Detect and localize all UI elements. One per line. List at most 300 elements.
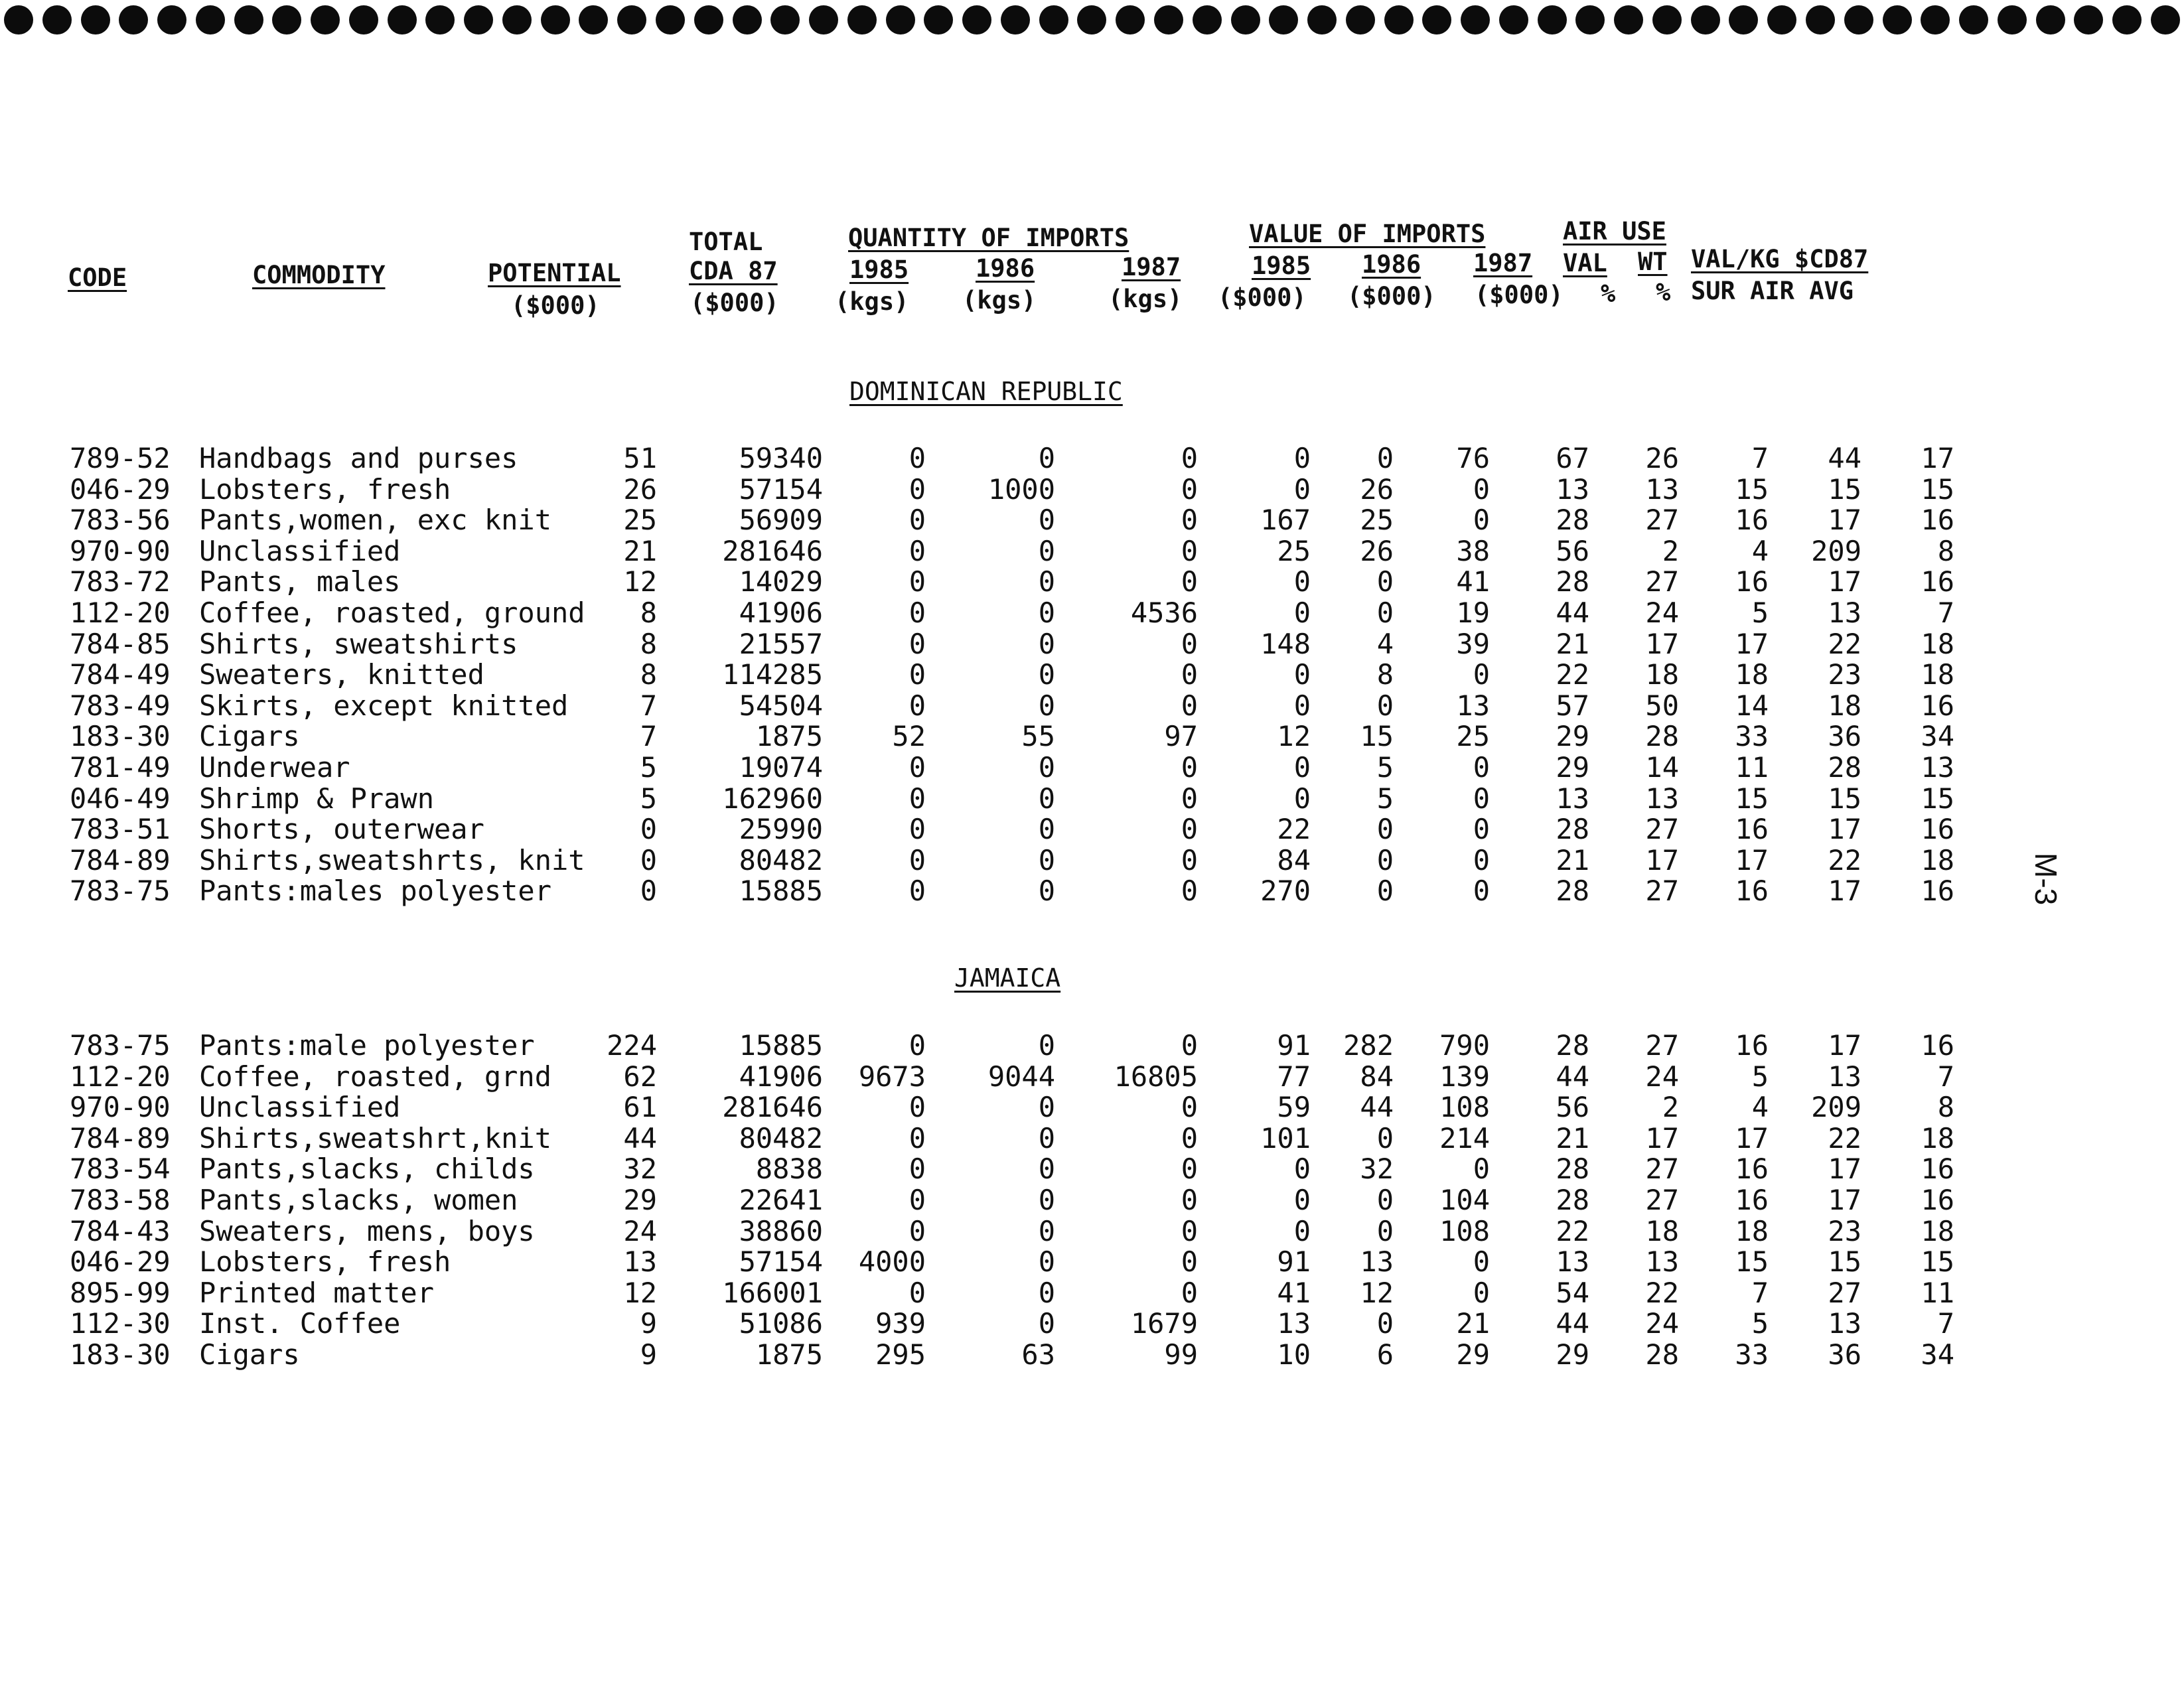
- cell-val-1986: 84: [1360, 1060, 1394, 1093]
- cell-qty-1985: 939: [875, 1307, 926, 1340]
- binder-hole: [1921, 5, 1950, 35]
- cell-commodity: Unclassified: [199, 534, 401, 567]
- cell-commodity: Pants, males: [199, 565, 401, 598]
- cell-air-wt-pct: 24: [1645, 1060, 1679, 1093]
- cell-commodity: Coffee, roasted, ground: [199, 596, 585, 629]
- cell-air-val-pct: 28: [1556, 875, 1589, 908]
- cell-val-1986: 5: [1376, 782, 1394, 815]
- binder-hole: [2074, 5, 2103, 35]
- cell-code: 112-20: [70, 596, 171, 629]
- cell-cda-87: 19074: [739, 751, 823, 784]
- binder-hole: [1154, 5, 1183, 35]
- table-row: [0, 567, 2184, 597]
- binder-hole: [502, 5, 532, 35]
- cell-code: 895-99: [70, 1276, 171, 1309]
- cell-air-val-pct: 22: [1556, 658, 1589, 691]
- cell-qty-1985: 0: [909, 504, 926, 537]
- binder-hole: [1998, 5, 2027, 35]
- cell-code: 970-90: [70, 1091, 171, 1124]
- cell-qty-1986: 0: [1038, 1245, 1055, 1279]
- binder-hole: [1729, 5, 1758, 35]
- cell-qty-1986: 0: [1038, 1029, 1055, 1062]
- binder-hole: [541, 5, 570, 35]
- cell-val-1987: 139: [1439, 1060, 1490, 1093]
- cell-cda-87: 14029: [739, 565, 823, 598]
- cell-val-1985: 59: [1277, 1091, 1311, 1124]
- cell-valkg-air: 36: [1828, 1338, 1861, 1371]
- cell-air-val-pct: 13: [1556, 782, 1589, 815]
- cell-cda-87: 25990: [739, 813, 823, 846]
- cell-qty-1985: 0: [909, 1184, 926, 1216]
- cell-commodity: Lobsters, fresh: [199, 472, 451, 506]
- cell-val-1987: 38: [1456, 534, 1490, 567]
- cell-valkg-air: 13: [1828, 596, 1861, 629]
- cell-valkg-avg: 15: [1921, 782, 1954, 815]
- cell-valkg-sur: 11: [1735, 751, 1769, 784]
- cell-qty-1986: 0: [1038, 1091, 1055, 1124]
- binder-hole: [1538, 5, 1567, 35]
- cell-valkg-air: 13: [1828, 1060, 1861, 1093]
- binder-hole: [1883, 5, 1912, 35]
- cell-code: 046-29: [70, 472, 171, 506]
- header-air-wt: WT: [1638, 247, 1668, 276]
- header-qty-1985-unit: (kgs): [835, 287, 909, 316]
- cell-valkg-air: 28: [1828, 751, 1861, 784]
- cell-valkg-sur: 18: [1735, 658, 1769, 691]
- cell-valkg-air: 17: [1828, 875, 1861, 908]
- header-qty-1987: 1987: [1122, 253, 1181, 281]
- cell-potential: 8: [640, 627, 657, 660]
- cell-val-1985: 0: [1293, 472, 1311, 506]
- binder-hole: [272, 5, 301, 35]
- header-code: CODE: [68, 263, 127, 292]
- binder-hole: [617, 5, 646, 35]
- cell-qty-1986: 0: [1038, 813, 1055, 846]
- cell-air-wt-pct: 27: [1645, 1153, 1679, 1186]
- binder-hole: [196, 5, 225, 35]
- cell-val-1986: 32: [1360, 1153, 1394, 1186]
- binder-hole: [1806, 5, 1835, 35]
- header-potential-unit: ($000): [511, 291, 600, 320]
- cell-val-1987: 13: [1456, 689, 1490, 722]
- cell-valkg-avg: 18: [1921, 1121, 1954, 1155]
- cell-qty-1987: 0: [1181, 813, 1198, 846]
- cell-qty-1985: 0: [909, 442, 926, 474]
- binder-hole: [119, 5, 148, 35]
- cell-air-wt-pct: 27: [1645, 504, 1679, 537]
- cell-qty-1987: 0: [1181, 875, 1198, 908]
- cell-commodity: Inst. Coffee: [199, 1307, 401, 1340]
- cell-potential: 12: [623, 565, 657, 598]
- cell-valkg-sur: 16: [1735, 1029, 1769, 1062]
- cell-valkg-avg: 15: [1921, 472, 1954, 506]
- cell-qty-1986: 0: [1038, 442, 1055, 474]
- cell-val-1986: 8: [1376, 658, 1394, 691]
- cell-commodity: Pants:male polyester: [199, 1029, 535, 1062]
- cell-qty-1987: 0: [1181, 1121, 1198, 1155]
- cell-val-1985: 41: [1277, 1276, 1311, 1309]
- cell-valkg-air: 22: [1828, 1121, 1861, 1155]
- cell-commodity: Coffee, roasted, grnd: [199, 1060, 552, 1093]
- cell-val-1987: 76: [1456, 442, 1490, 474]
- cell-potential: 24: [623, 1214, 657, 1247]
- cell-cda-87: 22641: [739, 1184, 823, 1216]
- binder-hole: [1691, 5, 1720, 35]
- header-quantity-group: QUANTITY OF IMPORTS: [848, 224, 1129, 252]
- cell-valkg-air: 23: [1828, 658, 1861, 691]
- cell-qty-1987: 0: [1181, 627, 1198, 660]
- header-qty-1986-unit: (kgs): [962, 286, 1037, 315]
- cell-air-val-pct: 29: [1556, 1338, 1589, 1371]
- cell-code: 784-89: [70, 1121, 171, 1155]
- cell-air-val-pct: 28: [1556, 1029, 1589, 1062]
- header-air-use: AIR USE: [1563, 217, 1666, 246]
- header-val-1985-unit: ($000): [1218, 283, 1307, 312]
- cell-qty-1987: 0: [1181, 504, 1198, 537]
- binder-hole: [42, 5, 72, 35]
- header-val-1986-unit: ($000): [1347, 282, 1436, 311]
- cell-qty-1986: 0: [1038, 1153, 1055, 1186]
- cell-air-wt-pct: 13: [1645, 472, 1679, 506]
- cell-val-1985: 77: [1277, 1060, 1311, 1093]
- cell-val-1985: 0: [1293, 1153, 1311, 1186]
- table-row: [0, 536, 2184, 567]
- cell-qty-1985: 0: [909, 596, 926, 629]
- cell-val-1986: 0: [1376, 1184, 1394, 1216]
- cell-air-wt-pct: 24: [1645, 596, 1679, 629]
- cell-air-val-pct: 22: [1556, 1214, 1589, 1247]
- cell-code: 784-43: [70, 1214, 171, 1247]
- cell-air-val-pct: 28: [1556, 504, 1589, 537]
- cell-cda-87: 57154: [739, 1245, 823, 1279]
- cell-qty-1987: 97: [1164, 720, 1198, 753]
- cell-valkg-avg: 16: [1921, 504, 1954, 537]
- cell-qty-1987: 0: [1181, 1276, 1198, 1309]
- cell-valkg-avg: 34: [1921, 720, 1954, 753]
- cell-potential: 5: [640, 751, 657, 784]
- cell-valkg-avg: 16: [1921, 1184, 1954, 1216]
- cell-cda-87: 8838: [755, 1153, 823, 1186]
- cell-air-wt-pct: 13: [1645, 782, 1679, 815]
- cell-qty-1985: 4000: [858, 1245, 926, 1279]
- table-row: [0, 505, 2184, 535]
- table-row: [0, 721, 2184, 752]
- cell-valkg-avg: 7: [1937, 1060, 1954, 1093]
- cell-potential: 7: [640, 689, 657, 722]
- binder-hole: [2151, 5, 2180, 35]
- cell-qty-1985: 0: [909, 782, 926, 815]
- cell-code: 970-90: [70, 534, 171, 567]
- cell-val-1986: 0: [1376, 1121, 1394, 1155]
- cell-valkg-sur: 15: [1735, 1245, 1769, 1279]
- binder-hole: [2036, 5, 2065, 35]
- cell-valkg-air: 15: [1828, 782, 1861, 815]
- cell-qty-1987: 0: [1181, 1184, 1198, 1216]
- cell-qty-1986: 0: [1038, 1276, 1055, 1309]
- cell-cda-87: 166001: [722, 1276, 823, 1309]
- cell-code: 783-75: [70, 1029, 171, 1062]
- cell-valkg-avg: 16: [1921, 1153, 1954, 1186]
- cell-valkg-air: 209: [1811, 1091, 1861, 1124]
- cell-commodity: Pants,women, exc knit: [199, 504, 552, 537]
- table-row: [0, 1308, 2184, 1339]
- cell-potential: 0: [640, 813, 657, 846]
- cell-air-val-pct: 57: [1556, 689, 1589, 722]
- cell-valkg-avg: 18: [1921, 843, 1954, 877]
- cell-val-1986: 13: [1360, 1245, 1394, 1279]
- cell-code: 784-89: [70, 843, 171, 877]
- cell-air-val-pct: 13: [1556, 472, 1589, 506]
- binder-hole: [311, 5, 340, 35]
- cell-valkg-sur: 16: [1735, 565, 1769, 598]
- cell-commodity: Sweaters, mens, boys: [199, 1214, 535, 1247]
- cell-code: 789-52: [70, 442, 171, 474]
- cell-valkg-sur: 16: [1735, 875, 1769, 908]
- binder-hole: [1001, 5, 1030, 35]
- cell-valkg-avg: 18: [1921, 627, 1954, 660]
- binder-hole: [1193, 5, 1222, 35]
- cell-valkg-avg: 16: [1921, 565, 1954, 598]
- cell-valkg-sur: 17: [1735, 843, 1769, 877]
- table-row: [0, 752, 2184, 783]
- cell-code: 783-51: [70, 813, 171, 846]
- cell-qty-1987: 99: [1164, 1338, 1198, 1371]
- binder-hole: [847, 5, 877, 35]
- binder-hole: [886, 5, 915, 35]
- cell-val-1987: 0: [1473, 504, 1490, 537]
- cell-valkg-air: 36: [1828, 720, 1861, 753]
- cell-qty-1987: 0: [1181, 534, 1198, 567]
- cell-valkg-avg: 16: [1921, 1029, 1954, 1062]
- cell-air-val-pct: 44: [1556, 1060, 1589, 1093]
- cell-code: 183-30: [70, 1338, 171, 1371]
- cell-potential: 26: [623, 472, 657, 506]
- cell-val-1985: 270: [1260, 875, 1311, 908]
- cell-potential: 13: [623, 1245, 657, 1279]
- cell-valkg-avg: 15: [1921, 1245, 1954, 1279]
- header-air-val: VAL: [1563, 249, 1607, 277]
- cell-valkg-avg: 16: [1921, 689, 1954, 722]
- cell-air-val-pct: 29: [1556, 751, 1589, 784]
- cell-val-1986: 4: [1376, 627, 1394, 660]
- cell-qty-1985: 0: [909, 658, 926, 691]
- cell-val-1985: 0: [1293, 658, 1311, 691]
- cell-valkg-air: 18: [1828, 689, 1861, 722]
- cell-qty-1987: 0: [1181, 843, 1198, 877]
- cell-air-val-pct: 28: [1556, 1153, 1589, 1186]
- table-row: [0, 660, 2184, 690]
- cell-val-1987: 0: [1473, 1245, 1490, 1279]
- cell-valkg-avg: 8: [1937, 1091, 1954, 1124]
- cell-valkg-avg: 17: [1921, 442, 1954, 474]
- cell-val-1985: 91: [1277, 1245, 1311, 1279]
- cell-qty-1986: 0: [1038, 627, 1055, 660]
- cell-val-1987: 104: [1439, 1184, 1490, 1216]
- cell-qty-1986: 0: [1038, 596, 1055, 629]
- cell-cda-87: 51086: [739, 1307, 823, 1340]
- cell-valkg-sur: 16: [1735, 813, 1769, 846]
- cell-valkg-sur: 5: [1751, 596, 1769, 629]
- cell-qty-1985: 0: [909, 1091, 926, 1124]
- cell-valkg-avg: 7: [1937, 1307, 1954, 1340]
- cell-val-1987: 108: [1439, 1214, 1490, 1247]
- cell-val-1985: 0: [1293, 751, 1311, 784]
- table-row: [0, 1216, 2184, 1247]
- cell-air-val-pct: 44: [1556, 1307, 1589, 1340]
- cell-potential: 21: [623, 534, 657, 567]
- cell-qty-1986: 0: [1038, 689, 1055, 722]
- cell-air-wt-pct: 17: [1645, 627, 1679, 660]
- cell-code: 112-30: [70, 1307, 171, 1340]
- cell-air-wt-pct: 28: [1645, 1338, 1679, 1371]
- cell-val-1986: 0: [1376, 875, 1394, 908]
- cell-qty-1987: 16805: [1114, 1060, 1198, 1093]
- cell-val-1987: 214: [1439, 1121, 1490, 1155]
- cell-potential: 9: [640, 1307, 657, 1340]
- cell-potential: 7: [640, 720, 657, 753]
- cell-qty-1985: 0: [909, 1121, 926, 1155]
- binder-hole: [81, 5, 110, 35]
- cell-air-val-pct: 54: [1556, 1276, 1589, 1309]
- table-row: [0, 1185, 2184, 1216]
- cell-code: 783-75: [70, 875, 171, 908]
- cell-val-1987: 0: [1473, 813, 1490, 846]
- cell-valkg-air: 209: [1811, 534, 1861, 567]
- cell-qty-1986: 0: [1038, 1121, 1055, 1155]
- cell-val-1985: 167: [1260, 504, 1311, 537]
- cell-qty-1985: 295: [875, 1338, 926, 1371]
- cell-valkg-air: 27: [1828, 1276, 1861, 1309]
- binder-hole: [1844, 5, 1873, 35]
- cell-qty-1985: 0: [909, 1276, 926, 1309]
- binder-hole: [464, 5, 493, 35]
- cell-air-wt-pct: 28: [1645, 720, 1679, 753]
- cell-qty-1987: 0: [1181, 782, 1198, 815]
- header-valkg: VAL/KG $CD87: [1691, 245, 1869, 273]
- cell-valkg-sur: 17: [1735, 627, 1769, 660]
- cell-val-1985: 13: [1277, 1307, 1311, 1340]
- cell-air-wt-pct: 50: [1645, 689, 1679, 722]
- cell-air-val-pct: 67: [1556, 442, 1589, 474]
- cell-potential: 0: [640, 843, 657, 877]
- cell-commodity: Shrimp & Prawn: [199, 782, 435, 815]
- table-row: [0, 1030, 2184, 1061]
- cell-qty-1985: 0: [909, 689, 926, 722]
- cell-qty-1986: 0: [1038, 782, 1055, 815]
- binder-hole: [2112, 5, 2142, 35]
- cell-air-val-pct: 21: [1556, 627, 1589, 660]
- binder-hole: [924, 5, 953, 35]
- cell-val-1986: 6: [1376, 1338, 1394, 1371]
- cell-qty-1986: 0: [1038, 751, 1055, 784]
- binder-hole: [234, 5, 263, 35]
- cell-air-wt-pct: 24: [1645, 1307, 1679, 1340]
- cell-val-1986: 15: [1360, 720, 1394, 753]
- cell-air-wt-pct: 27: [1645, 1029, 1679, 1062]
- cell-val-1987: 0: [1473, 782, 1490, 815]
- cell-cda-87: 281646: [722, 1091, 823, 1124]
- cell-air-wt-pct: 27: [1645, 565, 1679, 598]
- cell-commodity: Shirts, sweatshirts: [199, 627, 518, 660]
- binder-hole: [1077, 5, 1106, 35]
- cell-air-wt-pct: 2: [1662, 1091, 1679, 1124]
- cell-qty-1985: 0: [909, 1214, 926, 1247]
- cell-potential: 0: [640, 875, 657, 908]
- cell-code: 046-49: [70, 782, 171, 815]
- cell-air-val-pct: 56: [1556, 1091, 1589, 1124]
- table-row: [0, 814, 2184, 845]
- cell-commodity: Underwear: [199, 751, 350, 784]
- cell-cda-87: 15885: [739, 1029, 823, 1062]
- cell-qty-1986: 0: [1038, 1184, 1055, 1216]
- binder-hole: [388, 5, 417, 35]
- header-val-1986: 1986: [1362, 250, 1421, 279]
- cell-valkg-air: 44: [1828, 442, 1861, 474]
- header-value-group: VALUE OF IMPORTS: [1249, 220, 1486, 248]
- cell-potential: 29: [623, 1184, 657, 1216]
- cell-qty-1985: 0: [909, 627, 926, 660]
- cell-qty-1985: 9673: [858, 1060, 926, 1093]
- cell-cda-87: 114285: [722, 658, 823, 691]
- cell-val-1987: 19: [1456, 596, 1490, 629]
- table-row: [0, 1123, 2184, 1154]
- cell-cda-87: 162960: [722, 782, 823, 815]
- cell-commodity: Handbags and purses: [199, 442, 518, 474]
- cell-valkg-avg: 16: [1921, 813, 1954, 846]
- cell-air-wt-pct: 13: [1645, 1245, 1679, 1279]
- cell-cda-87: 59340: [739, 442, 823, 474]
- cell-qty-1986: 0: [1038, 534, 1055, 567]
- binder-hole: [157, 5, 186, 35]
- cell-potential: 9: [640, 1338, 657, 1371]
- cell-val-1985: 25: [1277, 534, 1311, 567]
- cell-valkg-sur: 16: [1735, 504, 1769, 537]
- binder-hole: [1499, 5, 1528, 35]
- cell-qty-1987: 0: [1181, 658, 1198, 691]
- cell-cda-87: 41906: [739, 1060, 823, 1093]
- cell-commodity: Cigars: [199, 720, 300, 753]
- cell-val-1986: 0: [1376, 843, 1394, 877]
- cell-qty-1987: 0: [1181, 565, 1198, 598]
- cell-potential: 5: [640, 782, 657, 815]
- cell-qty-1987: 0: [1181, 1029, 1198, 1062]
- cell-valkg-sur: 17: [1735, 1121, 1769, 1155]
- cell-cda-87: 41906: [739, 596, 823, 629]
- cell-qty-1985: 0: [909, 875, 926, 908]
- binder-hole: [1959, 5, 1988, 35]
- cell-valkg-sur: 5: [1751, 1060, 1769, 1093]
- header-total: TOTAL: [689, 228, 763, 256]
- section-title-dominican-republic: DOMINICAN REPUBLIC: [849, 377, 1123, 406]
- cell-valkg-avg: 18: [1921, 658, 1954, 691]
- cell-code: 183-30: [70, 720, 171, 753]
- cell-valkg-air: 17: [1828, 1153, 1861, 1186]
- binder-hole: [733, 5, 762, 35]
- cell-valkg-air: 17: [1828, 1029, 1861, 1062]
- cell-val-1985: 84: [1277, 843, 1311, 877]
- cell-valkg-avg: 34: [1921, 1338, 1954, 1371]
- section-title-jamaica: JAMAICA: [954, 963, 1061, 993]
- cell-air-wt-pct: 14: [1645, 751, 1679, 784]
- cell-potential: 8: [640, 596, 657, 629]
- table-row: [0, 1278, 2184, 1308]
- cell-cda-87: 15885: [739, 875, 823, 908]
- cell-val-1987: 0: [1473, 1276, 1490, 1309]
- binder-hole: [809, 5, 838, 35]
- cell-code: 783-72: [70, 565, 171, 598]
- cell-qty-1985: 0: [909, 813, 926, 846]
- cell-air-val-pct: 28: [1556, 565, 1589, 598]
